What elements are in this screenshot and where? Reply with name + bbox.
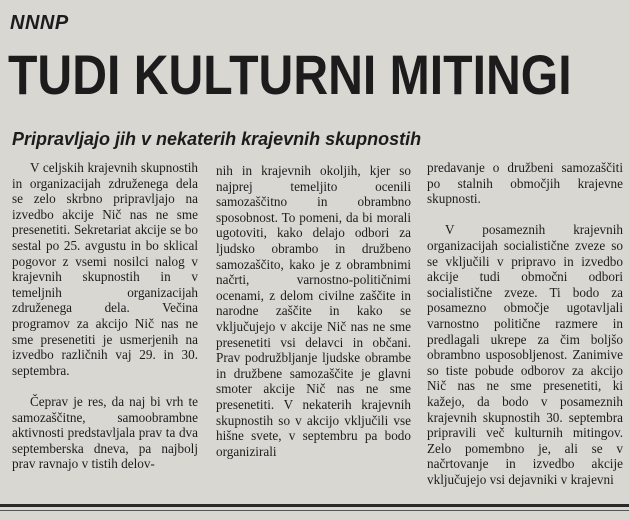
paragraph: V celjskih krajevnih skupnostih in organizacijah združenega dela se zelo skrbno pripravljajo na izvedbo akcije Nič nas ne sme presenetiti. Sekretariat akcije se bo sestal po 25. avgustu in bo sklical pogovor z vsemi nosilci nalog v krajevnih skupnostih in v temeljnih organizacijah združenega dela. Večina programov za akcijo Nič nas ne sme presenetiti je usmerjenih na izvedbo različnih vaj 29. in 30. septembra. [12, 160, 198, 378]
headline: TUDI KULTURNI MITINGI [8, 43, 572, 106]
article-column-1 [12, 160, 198, 472]
article-column-3 [427, 160, 623, 487]
paragraph: V posameznih krajevnih organizacijah socialistične zveze so se vključili v pripravo in izvedbo akcije tudi območni odbori socialistične zveze. Ti bodo za posamezno območje ugotavljali varnostno politične razmere in predlagali ukrepe za čim boljšo obrambno usposobljenost. Zanimive so tiste pobude odborov za akcijo Nič nas ne sme presenetiti, ki kažejo, da bodo v posameznih krajevnih skupnostih 30. septembra pripravili več kulturnih mitingov. Zelo pomembno je, ali se v načrtovanje in izvedbo akcije vključujejo vsi dejavniki v krajevni [427, 222, 623, 487]
paragraph: nih in krajevnih okoljih, kjer so najprej temeljito ocenili samozaščitno in obrambno sposobnost. To pomeni, da bi morali ugotoviti, kako delajo odbori za ljudsko obrambo in družbeno samozaščito, kako je z obrambnimi načrti, varnostno-političnimi ocenami, z delom civilne zaščite in narodne zaščite in kako se vključujejo v akcije Nič nas ne sme presenetiti vsi delavci in občani. Prav podružbljanje ljudske obrambe in družbene samozaščite je glavni smoter akcije Nič nas ne sme presenetiti. V nekaterih krajevnih skupnostih so v akcijo vključili vse hišne svete, v septembru pa bodo organizirali [216, 163, 411, 459]
bottom-rule-thin [0, 510, 629, 511]
bottom-rule [0, 504, 629, 507]
paragraph: Čeprav je res, da naj bi vrh te samozaščitne, samoobrambne aktivnosti predstavljala prav ta dva septemberska dneva, pa najbolj prav ravnajo v tistih delov- [12, 393, 198, 472]
section-kicker: NNNP [10, 12, 69, 34]
subheadline: Pripravljajo jih v nekaterih krajevnih skupnostih [12, 129, 422, 149]
paragraph: predavanje o družbeni samozaščiti po stalnih območjih krajevne skupnosti. [427, 160, 623, 207]
article-column-2 [216, 163, 411, 459]
